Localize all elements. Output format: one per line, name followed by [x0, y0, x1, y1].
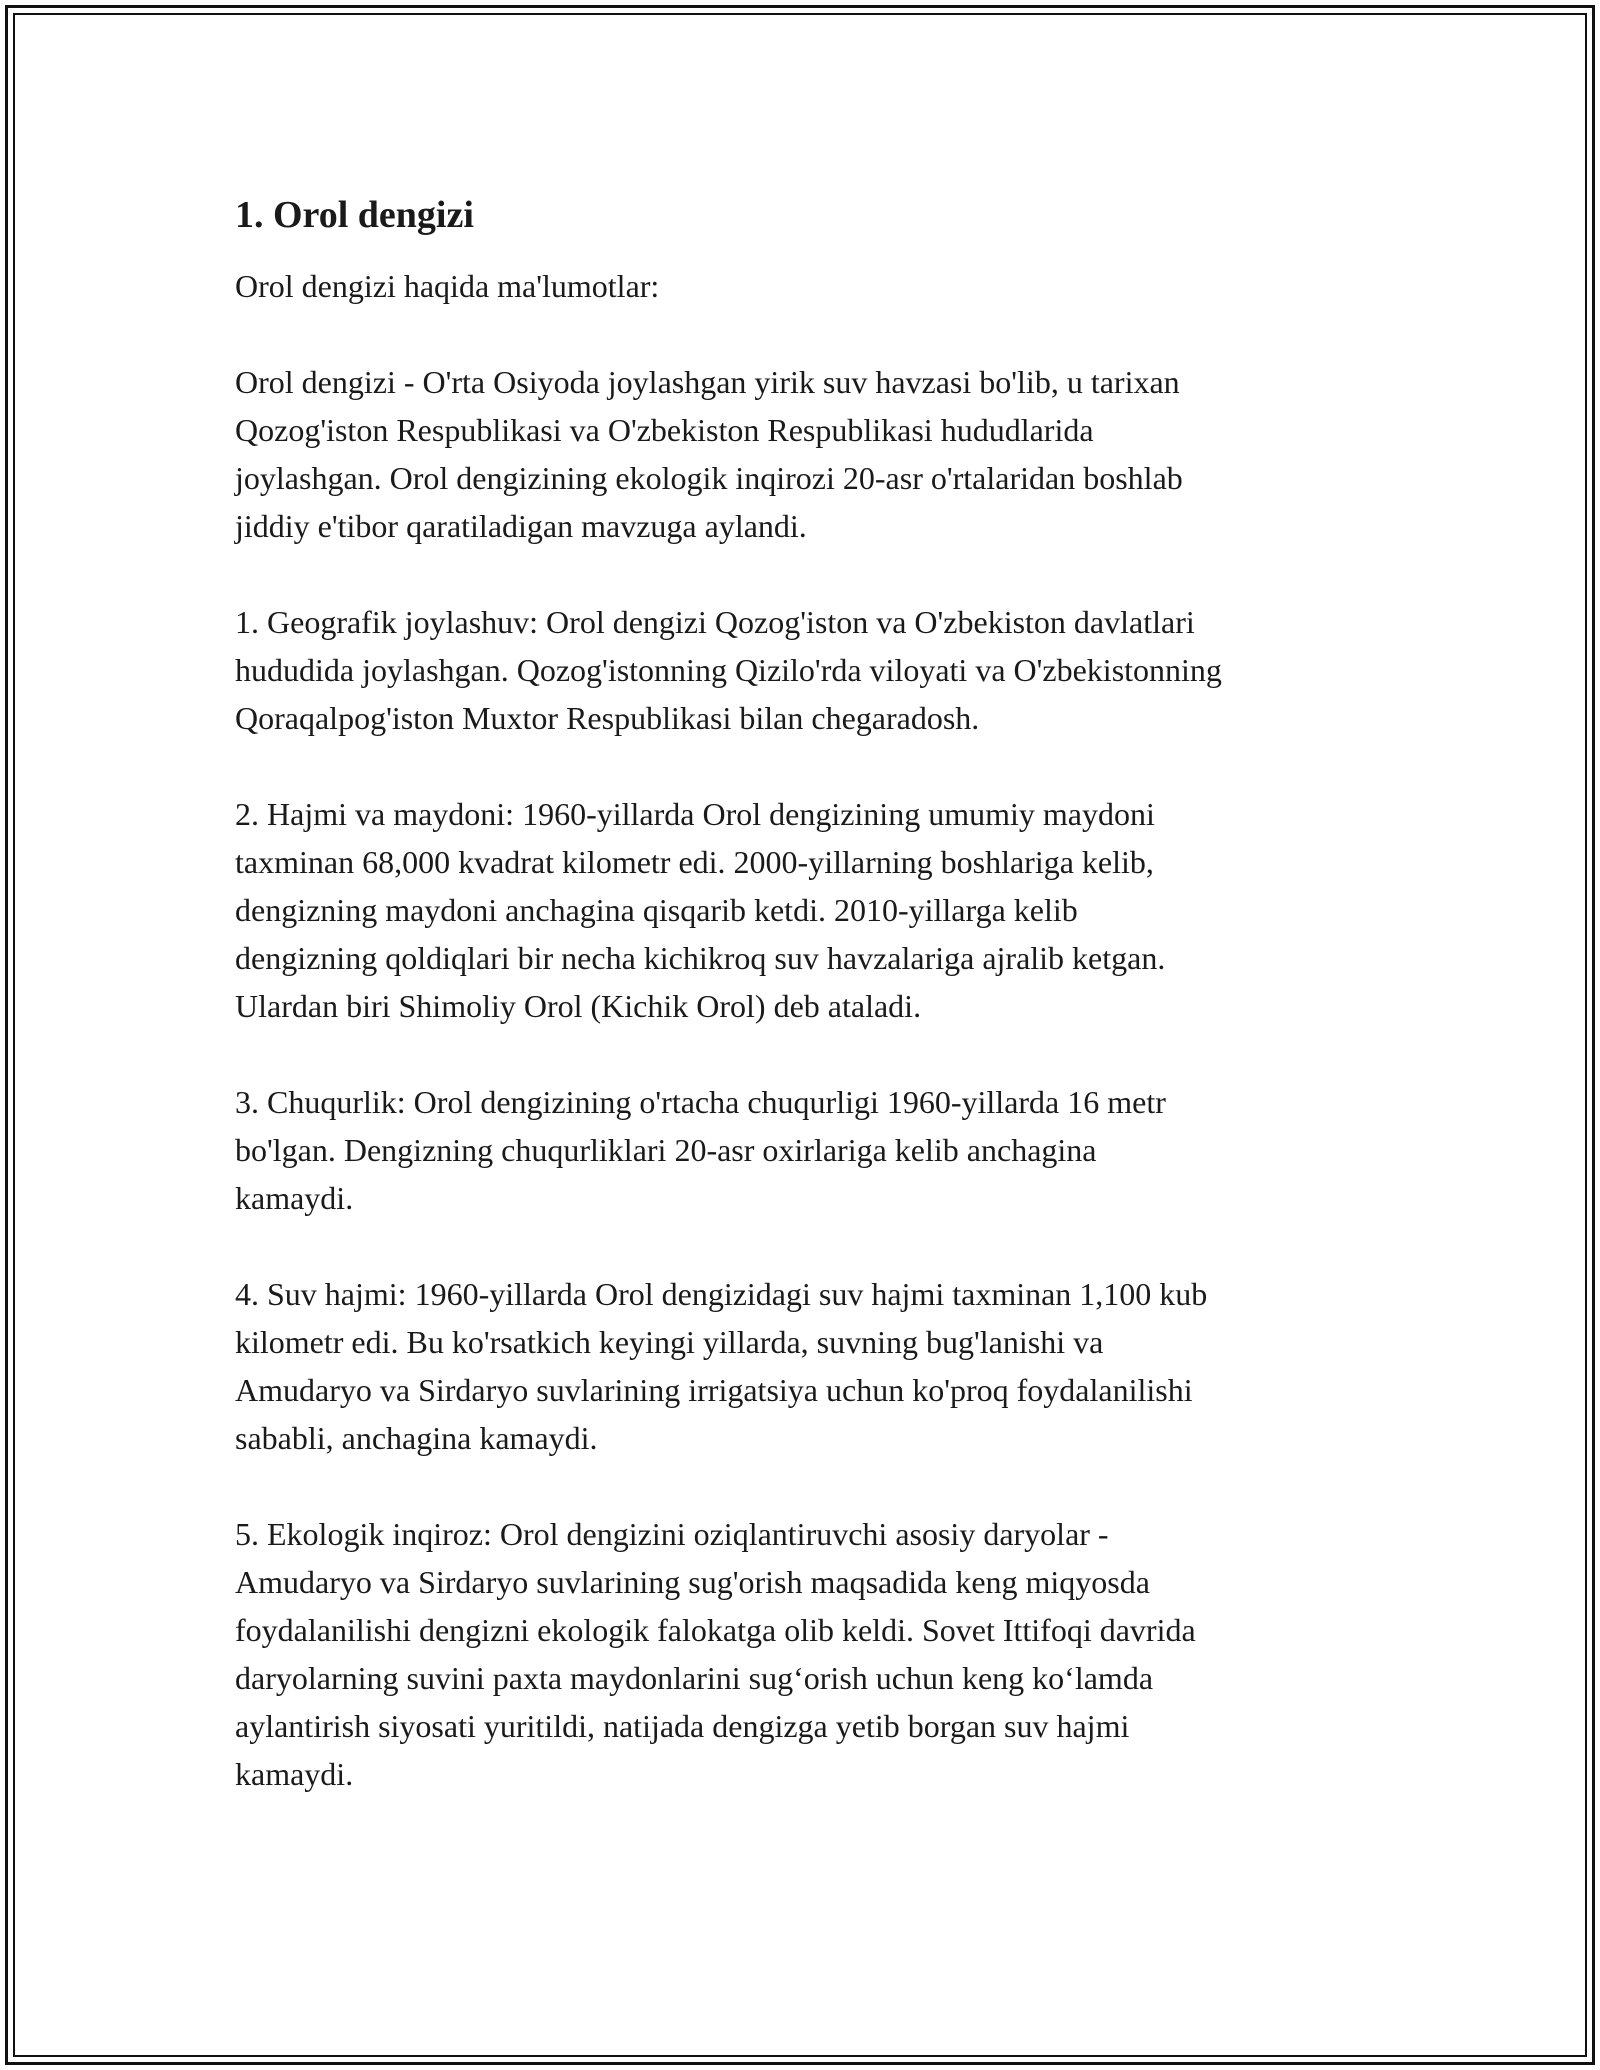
document-title: 1. Orol dengizi — [235, 194, 474, 236]
paragraph-water-volume: 4. Suv hajmi: 1960-yillarda Orol dengizidagi suv hajmi taxminan 1,100 kub kilometr edi. Bu ko'rsatkich keyingi yillarda, suvning bug'lanishi va Amudaryo va Sirdaryo suvlarining irrigatsiya uchun ko'proq foydalanilishi sababli, anchagina kamaydi. — [235, 1276, 1208, 1456]
paragraph-area: 2. Hajmi va maydoni: 1960-yillarda Orol dengizining umumiy maydoni taxminan 68,000 kvadrat kilometr edi. 2000-yillarning boshlariga kelib, dengizning maydoni anchagina qisqarib ketdi. 2010-yillarga kelib dengizning qoldiqlari bir necha kichikroq suv havzalariga ajralib ketgan. Ulardan biri Shimoliy Orol (Kichik Orol) deb ataladi. — [235, 796, 1166, 1024]
document-body — [235, 180, 1385, 1846]
paragraph-ecological-crisis: 5. Ekologik inqiroz: Orol dengizini oziqlantiruvchi asosiy daryolar - Amudaryo va Sirdaryo suvlarining sug'orish maqsadida keng miqyosda foydalanilishi dengizni ekologik falokatga olib keldi. Sovet Ittifoqi davrida daryolarning suvini paxta maydonlarini sug‘orish uchun keng ko‘lamda aylantirish siyosati yuritildi, natijada dengizga yetib borgan suv hajmi kamaydi. — [235, 1516, 1196, 1792]
intro-line: Orol dengizi haqida ma'lumotlar: — [235, 268, 660, 304]
paragraph-depth: 3. Chuqurlik: Orol dengizining o'rtacha chuqurligi 1960-yillarda 16 metr bo'lgan. Dengizning chuqurliklari 20-asr oxirlariga kelib anchagina kamaydi. — [235, 1084, 1166, 1216]
paragraph-geography: 1. Geografik joylashuv: Orol dengizi Qozog'iston va O'zbekiston davlatlari hududida joylashgan. Qozog'istonning Qizilo'rda viloyati va O'zbekistonning Qoraqalpog'iston Muxtor Respublikasi bilan chegaradosh. — [235, 604, 1222, 736]
paragraph-overview: Orol dengizi - O'rta Osiyoda joylashgan yirik suv havzasi bo'lib, u tarixan Qozog'iston Respublikasi va O'zbekiston Respublikasi hududlarida joylashgan. Orol dengizining ekologik inqirozi 20-asr o'rtalaridan boshlab jiddiy e'tibor qaratiladigan mavzuga aylandi. — [235, 364, 1183, 544]
